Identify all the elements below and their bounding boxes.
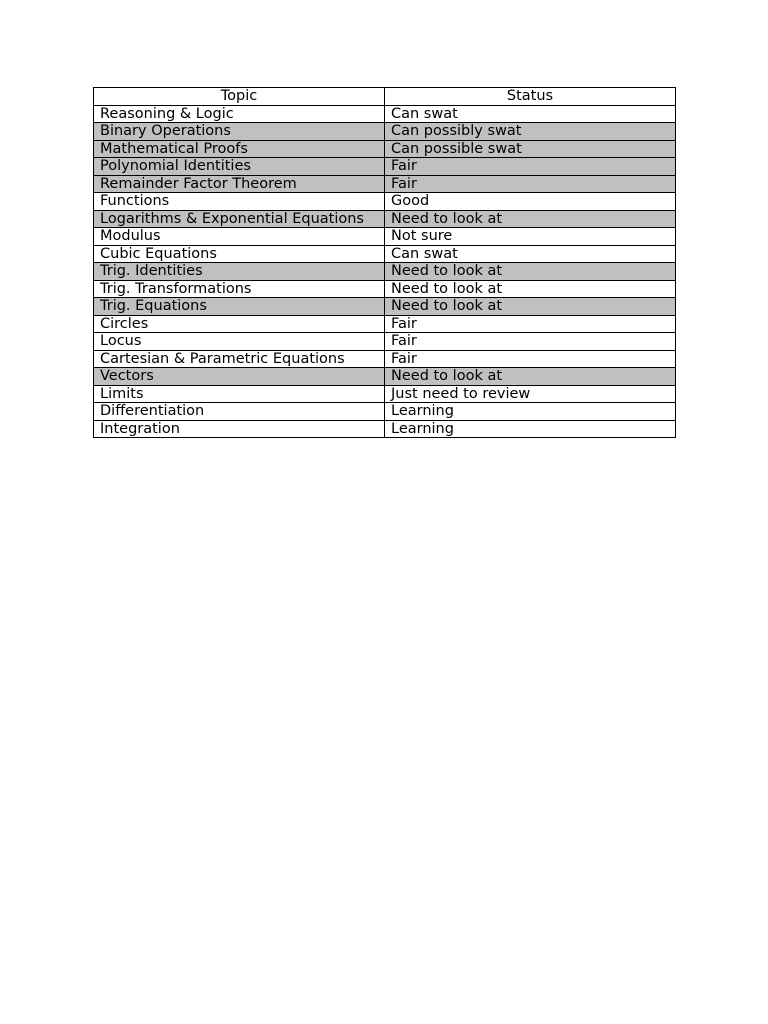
table-body [94,105,676,438]
status-cell: Fair [385,158,676,176]
table-row [94,298,676,316]
table-row [94,228,676,246]
topic-cell: Cubic Equations [94,245,385,263]
status-cell: Not sure [385,228,676,246]
topic-column-header: Topic [94,88,385,106]
table-row [94,420,676,438]
table-row [94,210,676,228]
topic-cell: Circles [94,315,385,333]
table-row [94,368,676,386]
table-row [94,193,676,211]
topic-cell: Locus [94,333,385,351]
topic-cell: Limits [94,385,385,403]
topic-cell: Binary Operations [94,123,385,141]
topic-cell: Remainder Factor Theorem [94,175,385,193]
status-cell: Fair [385,350,676,368]
topic-cell: Trig. Identities [94,263,385,281]
table-row [94,263,676,281]
status-cell: Need to look at [385,210,676,228]
table-row [94,158,676,176]
topic-cell: Reasoning & Logic [94,105,385,123]
status-column-header: Status [385,88,676,106]
table-row [94,280,676,298]
table-header-row [94,88,676,106]
status-cell: Fair [385,175,676,193]
table-row [94,385,676,403]
table-row [94,105,676,123]
topic-cell: Polynomial Identities [94,158,385,176]
table-row [94,175,676,193]
status-cell: Need to look at [385,298,676,316]
table-row [94,350,676,368]
table-row [94,333,676,351]
status-cell: Need to look at [385,368,676,386]
table-row [94,403,676,421]
table-row [94,315,676,333]
topic-cell: Modulus [94,228,385,246]
status-cell: Can swat [385,105,676,123]
status-cell: Can swat [385,245,676,263]
status-cell: Need to look at [385,280,676,298]
table-row [94,123,676,141]
topic-cell: Vectors [94,368,385,386]
topic-cell: Functions [94,193,385,211]
table-row [94,245,676,263]
status-cell: Can possible swat [385,140,676,158]
topic-cell: Integration [94,420,385,438]
status-cell: Can possibly swat [385,123,676,141]
topic-cell: Logarithms & Exponential Equations [94,210,385,228]
topic-cell: Differentiation [94,403,385,421]
status-cell: Learning [385,420,676,438]
status-cell: Good [385,193,676,211]
topic-cell: Trig. Equations [94,298,385,316]
topic-cell: Cartesian & Parametric Equations [94,350,385,368]
topic-cell: Trig. Transformations [94,280,385,298]
status-cell: Need to look at [385,263,676,281]
status-cell: Just need to review [385,385,676,403]
status-cell: Learning [385,403,676,421]
topic-status-table [93,87,676,438]
topic-cell: Mathematical Proofs [94,140,385,158]
status-cell: Fair [385,333,676,351]
table-row [94,140,676,158]
status-cell: Fair [385,315,676,333]
